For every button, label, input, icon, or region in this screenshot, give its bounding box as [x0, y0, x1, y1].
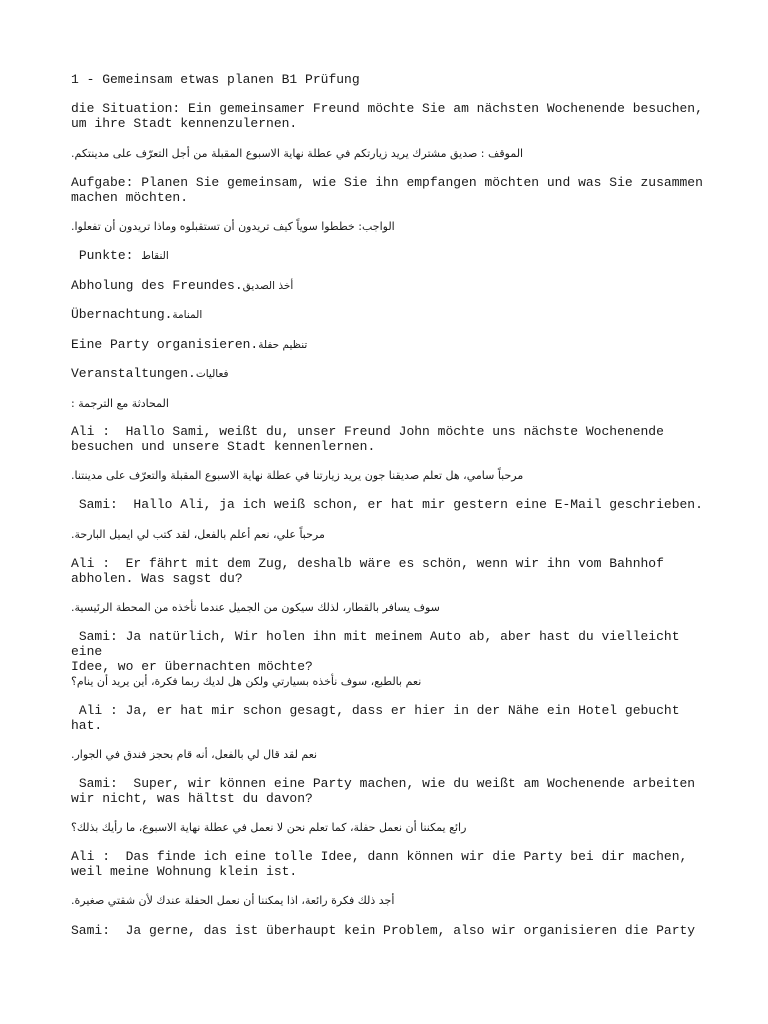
point-item	[71, 307, 711, 323]
point-item	[71, 366, 711, 382]
dialogue-line-arabic: مرحباً علي، نعم أعلم بالفعل، لقد كتب لي ايميل البارحة.	[71, 528, 325, 541]
point-arabic: المنامة	[172, 309, 203, 321]
dialogue-line-german: Sami: Ja gerne, das ist überhaupt kein Problem, also wir organisieren die Party	[71, 923, 696, 938]
point-item	[71, 337, 711, 353]
points-label: Punkte:	[71, 248, 142, 263]
task-arabic: الواجب: خططوا سوياً كيف تريدون أن تستقبلوه وماذا تريدون أن تفعلوا.	[71, 220, 395, 233]
points-heading	[71, 248, 711, 264]
point-german: Eine Party organisieren.	[71, 337, 259, 352]
points-label-arabic: النقاط	[141, 250, 169, 262]
dialogue-line-german: Ali : Ja, er hat mir schon gesagt, dass er hier in der Nähe ein Hotel gebucht hat.	[71, 703, 680, 733]
dialogue-line-arabic: سوف يسافر بالقطار، لذلك سيكون من الجميل عندما نأخذه من المحطة الرئيسية.	[71, 601, 440, 614]
point-arabic: أخذ الصديق	[242, 280, 294, 292]
point-german: Übernachtung.	[71, 307, 173, 322]
dialogue-line-german: Ali : Das finde ich eine tolle Idee, dann können wir die Party bei dir machen, weil meine Wohnung klein ist.	[71, 849, 688, 879]
dialogue-line-german: Ali : Hallo Sami, weißt du, unser Freund John möchte uns nächste Wochenende besuchen und unsere Stadt kennenlernen.	[71, 424, 664, 454]
point-german: Veranstaltungen.	[71, 366, 196, 381]
dialogue-line-german: Sami: Super, wir können eine Party machen, wie du weißt am Wochenende arbeiten wir nicht, was hältst du davon?	[71, 776, 696, 806]
point-item	[71, 278, 711, 294]
task-german: Aufgabe: Planen Sie gemeinsam, wie Sie ihn empfangen möchten und was Sie zusammen machen möchten.	[71, 175, 703, 205]
point-german: Abholung des Freundes.	[71, 278, 243, 293]
dialogue-heading: المحادثة مع الترجمة :	[71, 397, 169, 410]
dialogue-line-arabic: مرحباً سامي، هل تعلم صديقنا جون يريد زيارتنا في عطلة نهاية الاسبوع المقبلة والتعرّف على مدينتنا.	[71, 469, 524, 482]
document-title: 1 - Gemeinsam etwas planen B1 Prüfung	[71, 72, 360, 87]
situation-german: die Situation: Ein gemeinsamer Freund möchte Sie am nächsten Wochenende besuchen, um ihre Stadt kennenzulernen.	[71, 101, 703, 131]
point-arabic: تنظيم حفلة	[258, 339, 308, 351]
dialogue-line-german: Sami: Hallo Ali, ja ich weiß schon, er hat mir gestern eine E-Mail geschrieben.	[71, 497, 703, 512]
situation-arabic: الموقف : صديق مشترك يريد زيارتكم في عطلة نهاية الاسبوع المقبلة من أجل التعرّف على مدينتكم.	[71, 147, 524, 160]
dialogue-line-german: Ali : Er fährt mit dem Zug, deshalb wäre es schön, wenn wir ihn vom Bahnhof abholen. Was sagst du?	[71, 556, 664, 586]
dialogue-line-arabic: أجد ذلك فكرة رائعة، اذا يمكننا أن نعمل الحفلة عندك لأن شقتي صغيرة.	[71, 894, 395, 907]
dialogue-line-arabic: نعم بالطبع، سوف نأخذه بسيارتي ولكن هل لديك ربما فكرة، أين يريد أن ينام؟	[71, 675, 422, 688]
dialogue-line-arabic: نعم لقد قال لي بالفعل، أنه قام بحجز فندق في الجوار.	[71, 748, 318, 761]
dialogue-line-arabic: رائع يمكننا أن نعمل حفلة، كما تعلم نحن لا نعمل في عطلة نهاية الاسبوع، ما رأيك بذلك؟	[71, 821, 467, 834]
dialogue-line-german: Sami: Ja natürlich, Wir holen ihn mit meinem Auto ab, aber hast du vielleicht eine Idee, wo er übernachten möchte?	[71, 629, 680, 674]
point-arabic: فعاليات	[195, 368, 229, 380]
